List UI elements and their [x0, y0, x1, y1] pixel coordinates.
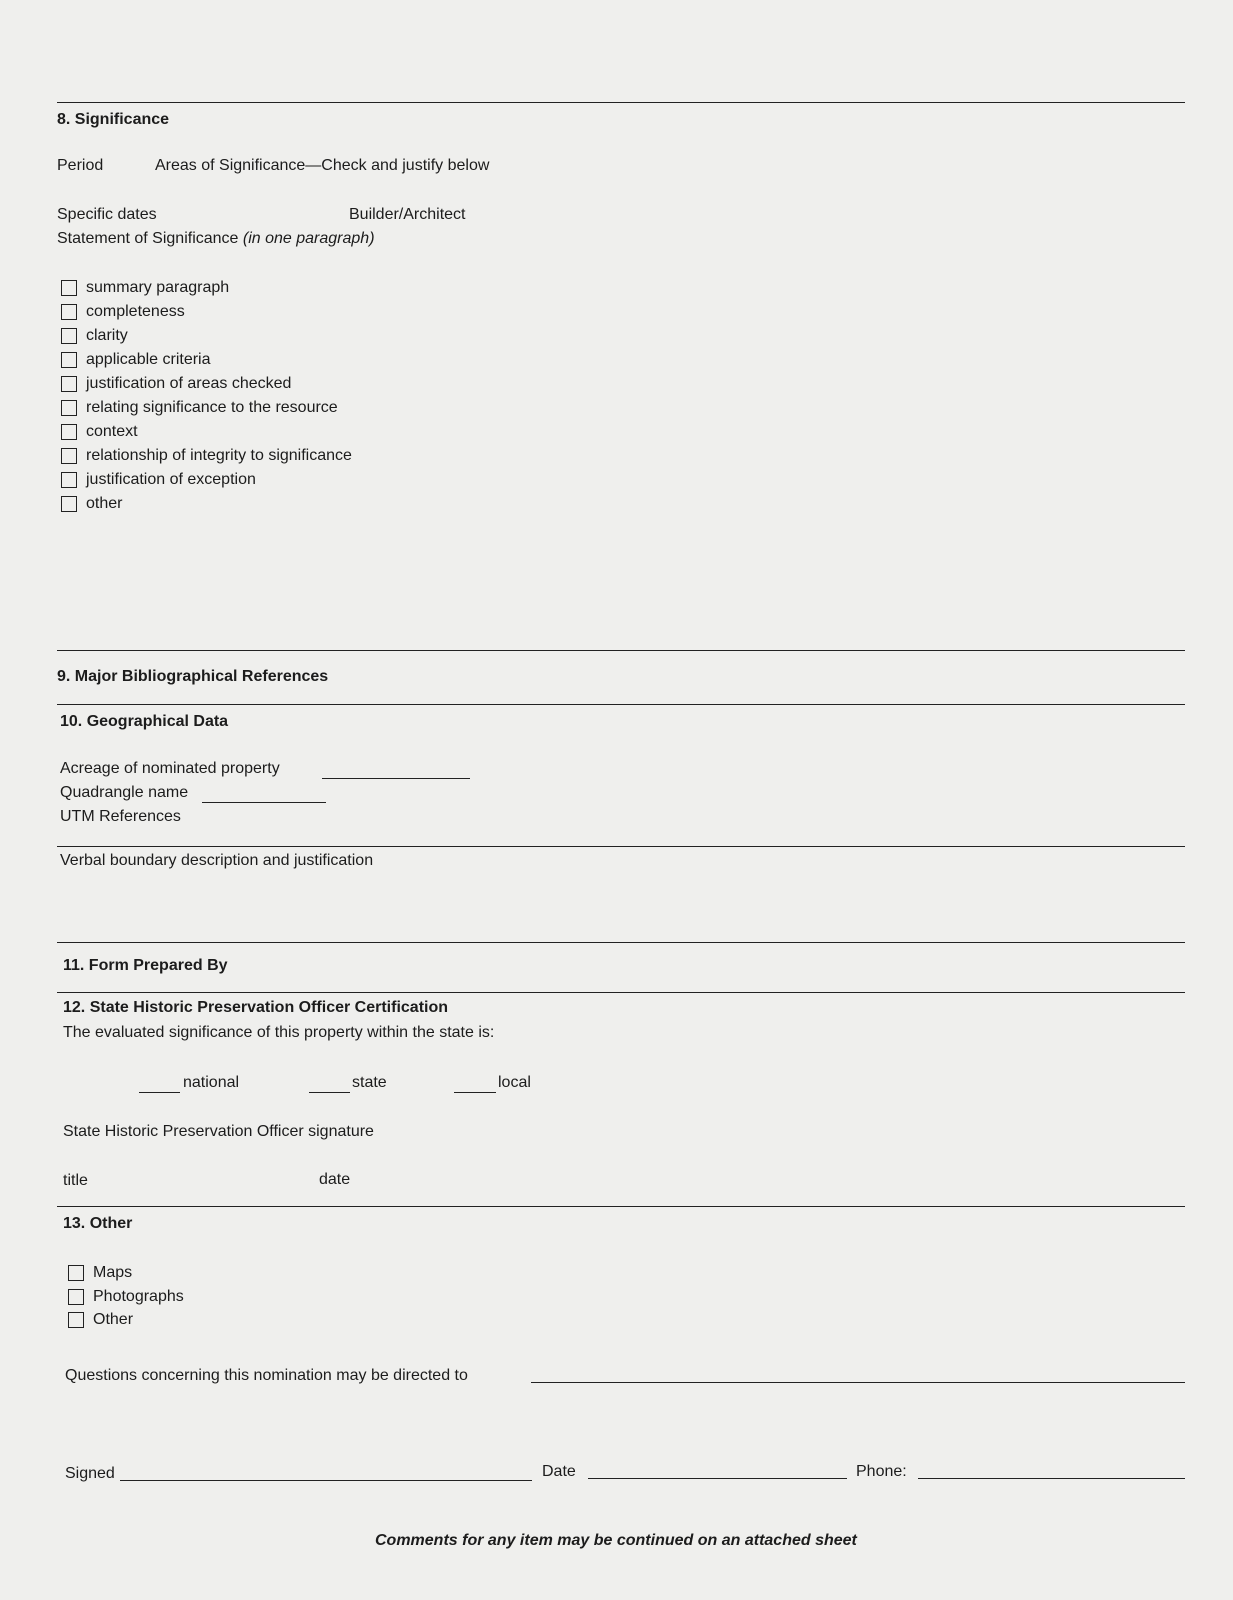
section-8-title: 8. Significance	[57, 111, 170, 128]
date-label: date	[319, 1171, 351, 1188]
builder-architect-label: Builder/Architect	[349, 206, 466, 223]
quadrangle-name-label: Quadrangle name	[60, 784, 189, 801]
shpo-signature-label: State Historic Preservation Officer signature	[63, 1123, 374, 1140]
statement-label-italic: (in one paragraph)	[242, 230, 375, 247]
state-blank[interactable]	[309, 1092, 350, 1093]
areas-of-significance-label: Areas of Significance—Check and justify below	[155, 157, 490, 174]
checkbox-label: context	[86, 423, 138, 440]
checkbox-justification-of-areas[interactable]	[61, 376, 77, 392]
signed-field[interactable]	[120, 1480, 532, 1481]
evaluated-significance-label: The evaluated significance of this property within the state is:	[63, 1024, 495, 1041]
checkbox-label: relationship of integrity to significance	[86, 447, 352, 464]
date-field-label: Date	[542, 1463, 576, 1480]
title-label: title	[63, 1172, 88, 1189]
specific-dates-label: Specific dates	[57, 206, 157, 223]
section-13-rule	[57, 1206, 1185, 1207]
local-blank[interactable]	[454, 1092, 496, 1093]
checkbox-label: summary paragraph	[86, 279, 230, 296]
checkbox-other[interactable]	[61, 496, 77, 512]
state-label: state	[352, 1074, 387, 1091]
section-12-rule	[57, 992, 1185, 993]
checkbox-label: Other	[93, 1311, 134, 1328]
checkbox-justification-of-exception[interactable]	[61, 472, 77, 488]
checkbox-label: applicable criteria	[86, 351, 211, 368]
phone-field[interactable]	[918, 1478, 1185, 1479]
checkbox-label: justification of areas checked	[86, 375, 292, 392]
checkbox-relationship-of-integrity[interactable]	[61, 448, 77, 464]
section-11-rule	[57, 942, 1185, 943]
section-10-title: 10. Geographical Data	[60, 713, 229, 730]
phone-label: Phone:	[856, 1463, 907, 1480]
questions-contact-field[interactable]	[531, 1382, 1185, 1383]
checkbox-label: justification of exception	[86, 471, 256, 488]
section-12-title: 12. State Historic Preservation Officer Certification	[63, 999, 449, 1016]
checkbox-label: Photographs	[93, 1288, 184, 1305]
checkbox-relating-significance[interactable]	[61, 400, 77, 416]
acreage-field[interactable]	[322, 778, 470, 779]
period-label: Period	[57, 157, 104, 174]
section-13-title: 13. Other	[63, 1215, 133, 1232]
verbal-boundary-label: Verbal boundary description and justification	[60, 852, 374, 869]
checkbox-label: clarity	[86, 327, 128, 344]
statement-of-significance-label	[57, 229, 375, 249]
checkbox-maps[interactable]	[68, 1265, 84, 1281]
checkbox-summary-paragraph[interactable]	[61, 280, 77, 296]
section-10-rule	[57, 704, 1185, 705]
national-blank[interactable]	[139, 1092, 180, 1093]
utm-references-label: UTM References	[60, 808, 181, 825]
checkbox-clarity[interactable]	[61, 328, 77, 344]
statement-label-text: Statement of Significance	[57, 230, 243, 247]
date-field[interactable]	[588, 1478, 847, 1479]
checkbox-photographs[interactable]	[68, 1289, 84, 1305]
checkbox-label: completeness	[86, 303, 185, 320]
checkbox-context[interactable]	[61, 424, 77, 440]
top-rule	[57, 102, 1185, 103]
checkbox-label: Maps	[93, 1264, 133, 1281]
section-9-rule	[57, 650, 1185, 651]
signed-label: Signed	[65, 1465, 115, 1482]
verbal-boundary-rule	[57, 846, 1185, 847]
footer-note: Comments for any item may be continued on an attached sheet	[375, 1532, 857, 1549]
national-label: national	[183, 1074, 240, 1091]
quadrangle-name-field[interactable]	[202, 802, 326, 803]
checkbox-other-attachment[interactable]	[68, 1312, 84, 1328]
checkbox-completeness[interactable]	[61, 304, 77, 320]
checkbox-applicable-criteria[interactable]	[61, 352, 77, 368]
local-label: local	[498, 1074, 531, 1091]
section-11-title: 11. Form Prepared By	[63, 957, 228, 974]
questions-label: Questions concerning this nomination may be directed to	[65, 1367, 468, 1384]
checkbox-label: other	[86, 495, 123, 512]
section-9-title: 9. Major Bibliographical References	[57, 668, 329, 685]
checkbox-label: relating significance to the resource	[86, 399, 338, 416]
acreage-label: Acreage of nominated property	[60, 760, 280, 777]
